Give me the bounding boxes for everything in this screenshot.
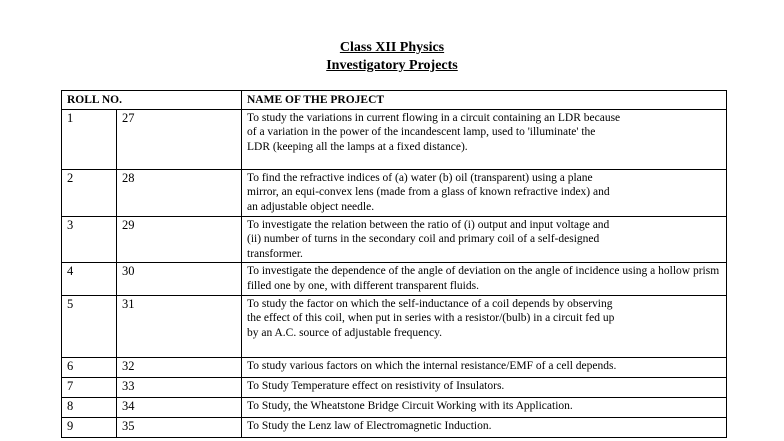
- document-subtitle: Investigatory Projects: [326, 58, 458, 73]
- project-cell: [242, 216, 727, 263]
- project-name: To study various factors on which the internal resistance/EMF of a cell depends.: [247, 359, 617, 372]
- serial-number: 5: [62, 295, 117, 357]
- table-row: [62, 109, 727, 169]
- roll-header: ROLL NO.: [62, 91, 242, 110]
- project-name: To Study the Lenz law of Electromagnetic Induction.: [247, 419, 492, 432]
- roll-number: 32: [117, 357, 242, 377]
- table-row: [62, 295, 727, 357]
- project-name: To investigate the relation between the ratio of (i) output and input voltage and (ii) number of turns in the secondary coil and primary coil of a self-designed transformer.: [247, 218, 610, 260]
- table-row: [62, 169, 727, 216]
- project-cell: [242, 357, 727, 377]
- project-name: To Study, the Wheatstone Bridge Circuit Working with its Application.: [247, 399, 573, 412]
- project-cell: [242, 109, 727, 169]
- serial-number: 6: [62, 357, 117, 377]
- serial-number: 3: [62, 216, 117, 263]
- roll-number: 29: [117, 216, 242, 263]
- serial-number: 8: [62, 397, 117, 417]
- serial-number: 1: [62, 109, 117, 169]
- roll-number: 27: [117, 109, 242, 169]
- project-cell: [242, 169, 727, 216]
- project-cell: [242, 263, 727, 295]
- table-row: [62, 417, 727, 437]
- project-name: To study the factor on which the self-inductance of a coil depends by observing the effect of this coil, when put in series with a resistor/(bulb) in a circuit fed up by an A.C. source of adjustable frequency.: [247, 297, 615, 339]
- roll-number: 31: [117, 295, 242, 357]
- table-row: [62, 377, 727, 397]
- project-name: To study the variations in current flowing in a circuit containing an LDR because of a variation in the power of the incandescent lamp, used to 'illuminate' the LDR (keeping all the lamps at a fixed distance).: [247, 111, 621, 153]
- project-cell: [242, 295, 727, 357]
- roll-number: 34: [117, 397, 242, 417]
- roll-number: 30: [117, 263, 242, 295]
- serial-number: 7: [62, 377, 117, 397]
- serial-number: 9: [62, 417, 117, 437]
- roll-number: 28: [117, 169, 242, 216]
- projects-table: [61, 90, 727, 438]
- table-row: [62, 397, 727, 417]
- table-header-row: [62, 91, 727, 110]
- roll-number: 33: [117, 377, 242, 397]
- project-name: To investigate the dependence of the angle of deviation on the angle of incidence using a hollow prism filled one by one, with different transparent fluids.: [247, 265, 720, 292]
- project-name: To find the refractive indices of (a) water (b) oil (transparent) using a plane mirror, an equi-convex lens (made from a glass of known refractive index) and an adjustable object needle.: [247, 171, 610, 213]
- table-row: [62, 357, 727, 377]
- serial-number: 4: [62, 263, 117, 295]
- serial-number: 2: [62, 169, 117, 216]
- project-name-header: NAME OF THE PROJECT: [242, 91, 727, 110]
- roll-number: 35: [117, 417, 242, 437]
- project-cell: [242, 397, 727, 417]
- document-title: Class XII Physics: [339, 40, 445, 55]
- project-name: To Study Temperature effect on resistivity of Insulators.: [247, 379, 505, 392]
- table-row: [62, 216, 727, 263]
- project-cell: [242, 377, 727, 397]
- project-cell: [242, 417, 727, 437]
- table-row: [62, 263, 727, 295]
